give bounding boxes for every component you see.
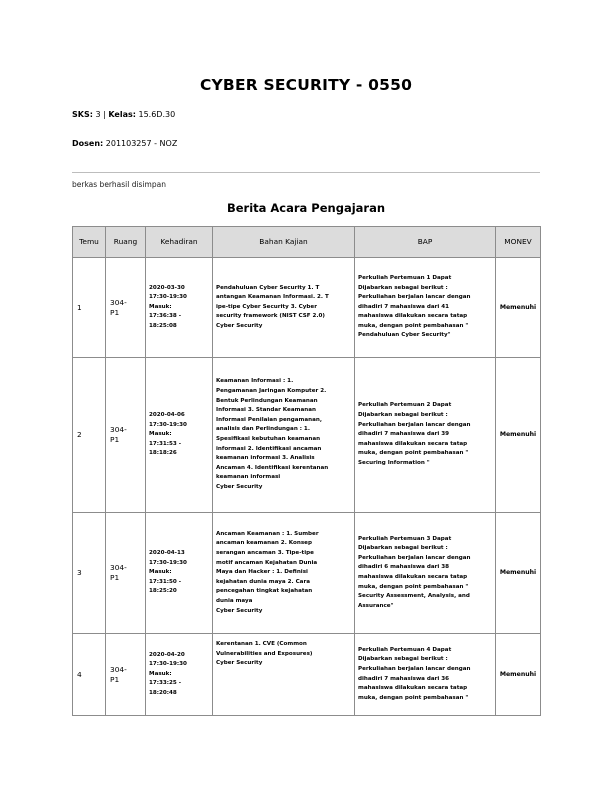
cell-kehadiran bbox=[146, 513, 213, 634]
bahan-line: Informasi Penilaian pengamanan, bbox=[216, 416, 323, 423]
lecturer-info-line bbox=[72, 139, 177, 148]
cell-bap bbox=[355, 358, 496, 513]
bahan-line: Kerentanan 1. CVE (Common bbox=[216, 641, 307, 647]
kehadiran-line: 2020-04-13 bbox=[149, 550, 185, 557]
cell-kehadiran bbox=[146, 258, 213, 358]
bap-line: Pendahuluan Cyber Security" bbox=[358, 332, 451, 339]
bahan-line: dunia maya bbox=[216, 597, 253, 604]
kehadiran-line: 17:36:38 - bbox=[149, 313, 182, 320]
kehadiran-line: 2020-04-06 bbox=[149, 412, 185, 419]
bahan-line: Keamanan Informasi : 1. bbox=[216, 378, 294, 385]
sks-label: SKS: bbox=[72, 110, 93, 119]
table-row bbox=[73, 358, 541, 513]
ruang-line: 304- bbox=[110, 297, 127, 307]
bap-line: Perkuliahan berjalan lancar dengan bbox=[358, 554, 471, 561]
cell-temu: 1 bbox=[73, 258, 106, 358]
bap-line: muka, dengan point pembahasan " bbox=[358, 583, 469, 590]
cell-ruang bbox=[106, 513, 146, 634]
kehadiran-line: 18:25:08 bbox=[149, 322, 177, 329]
bahan-line: ancaman keamanan 2. Konsep bbox=[216, 540, 312, 547]
kehadiran-line: Masuk: bbox=[149, 303, 172, 310]
bap-line: muka, dengan point pembahasan " bbox=[358, 322, 469, 329]
kehadiran-line: 18:18:26 bbox=[149, 450, 177, 457]
kehadiran-line: 17:30-19:30 bbox=[149, 559, 187, 566]
bahan-line: serangan ancaman 3. Tipe-tipe bbox=[216, 550, 314, 557]
bahan-line: Ancaman 4. Identifikasi kerentanan bbox=[216, 464, 329, 471]
bap-line: muka, dengan point pembahasan " bbox=[358, 450, 469, 457]
table-row bbox=[73, 513, 541, 634]
kelas-label: Kelas: bbox=[108, 110, 136, 119]
bahan-line: Vulnerabilities and Exposures) bbox=[216, 650, 313, 657]
cell-monev: Memenuhi bbox=[496, 358, 541, 513]
cell-bahan-kajian bbox=[213, 258, 355, 358]
bahan-line: kejahatan dunia maya 2. Cara bbox=[216, 578, 310, 585]
cell-monev: Memenuhi bbox=[496, 634, 541, 716]
header-bahan-kajian: Bahan Kajian bbox=[213, 227, 355, 258]
bahan-line: Maya dan Hacker : 1. Definisi bbox=[216, 569, 308, 576]
kehadiran-line: 18:25:20 bbox=[149, 588, 177, 595]
bap-line: mahasiswa dilakukan secara tatap bbox=[358, 685, 468, 692]
header-bap: BAP bbox=[355, 227, 496, 258]
dosen-label: Dosen: bbox=[72, 139, 104, 148]
bahan-line: Cyber Security bbox=[216, 660, 263, 667]
bahan-line: analisis dan Perlindungan : 1. bbox=[216, 426, 310, 433]
cell-monev: Memenuhi bbox=[496, 513, 541, 634]
bap-line: Assurance" bbox=[358, 602, 394, 609]
bap-line: Perkuliah Pertemuan 4 Dapat bbox=[358, 646, 452, 653]
table-row bbox=[73, 258, 541, 358]
cell-bap bbox=[355, 634, 496, 716]
bap-line: Security Assessment, Analysis, and bbox=[358, 593, 470, 600]
bahan-line: keamanan informasi bbox=[216, 474, 281, 481]
bap-line: Perkuliahan berjalan lancar dengan bbox=[358, 665, 471, 672]
bap-line: Perkuliah Pertemuan 3 Dapat bbox=[358, 535, 452, 542]
cell-temu: 3 bbox=[73, 513, 106, 634]
ruang-line: P1 bbox=[110, 307, 120, 317]
bap-line: dihadiri 6 mahasiswa dari 38 bbox=[358, 564, 450, 571]
bahan-line: antangan Keamanan Informasi. 2. T bbox=[216, 294, 329, 301]
bap-line: mahasiswa dilakukan secara tatap bbox=[358, 313, 468, 320]
bahan-line: security framework (NIST CSF 2.0) bbox=[216, 313, 325, 320]
section-title: Berita Acara Pengajaran bbox=[226, 201, 386, 215]
bahan-line: Ancaman Keamanan : 1. Sumber bbox=[216, 530, 319, 537]
bap-line: mahasiswa dilakukan secara tatap bbox=[358, 574, 468, 580]
bahan-line: Cyber Security bbox=[216, 483, 263, 490]
bahan-line: Cyber Security bbox=[216, 607, 263, 614]
bap-line: mahasiswa dilakukan secara tatap bbox=[358, 440, 468, 447]
bahan-line: Bentuk Perlindungan Keamanan bbox=[216, 397, 318, 404]
bap-line: muka, dengan point pembahasan " bbox=[358, 694, 469, 701]
kehadiran-line: 17:30-19:30 bbox=[149, 294, 187, 301]
bap-table bbox=[72, 226, 541, 716]
table-header-row bbox=[73, 227, 541, 258]
ruang-line: 304- bbox=[110, 425, 127, 434]
bahan-line: ipe-tipe Cyber Security 3. Cyber bbox=[216, 303, 317, 310]
cell-kehadiran bbox=[146, 358, 213, 513]
kehadiran-line: 17:31:50 - bbox=[149, 578, 182, 585]
kelas-value: 15.6D.30 bbox=[135, 110, 176, 119]
divider bbox=[72, 172, 540, 173]
bahan-line: motif ancaman Kejahatan Dunia bbox=[216, 559, 318, 566]
bap-line: dihadiri 7 mahasiswa dari 39 bbox=[358, 431, 450, 438]
kehadiran-line: 2020-03-30 bbox=[149, 284, 185, 291]
cell-ruang bbox=[106, 258, 146, 358]
bahan-line: keamanan informasi 3. Analisis bbox=[216, 455, 315, 462]
bap-line: Perkuliah Pertemuan 1 Dapat bbox=[358, 274, 452, 281]
bap-line: Perkuliahan berjalan lancar dengan bbox=[358, 421, 471, 428]
header-ruang: Ruang bbox=[106, 227, 146, 258]
bahan-line: Informasi 3. Standar Keamanan bbox=[216, 407, 316, 414]
bap-line: Securing Information " bbox=[358, 459, 430, 466]
kehadiran-line: 17:33:25 - bbox=[149, 680, 182, 687]
cell-ruang bbox=[106, 634, 146, 716]
ruang-line: 304- bbox=[110, 664, 127, 674]
header-kehadiran: Kehadiran bbox=[146, 227, 213, 258]
kehadiran-line: Masuk: bbox=[149, 670, 172, 677]
bahan-line: Pengamanan Jaringan Komputer 2. bbox=[216, 388, 327, 395]
cell-bahan-kajian bbox=[213, 358, 355, 513]
cell-bahan-kajian bbox=[213, 513, 355, 634]
bahan-line: Pendahuluan Cyber Security 1. T bbox=[216, 284, 320, 291]
document-title: CYBER SECURITY - 0550 bbox=[199, 76, 413, 94]
header-temu: Temu bbox=[73, 227, 106, 258]
cell-bap bbox=[355, 258, 496, 358]
cell-temu: 2 bbox=[73, 358, 106, 513]
bap-line: Dijabarkan sebagai berikut : bbox=[358, 656, 448, 663]
bahan-line: informasi 2. Identifikasi ancaman bbox=[216, 445, 322, 452]
bap-line: Dijabarkan sebagai berikut : bbox=[358, 412, 448, 419]
kehadiran-line: 17:30-19:30 bbox=[149, 421, 187, 428]
bap-line: dihadiri 7 mahasiswa dari 41 bbox=[358, 303, 450, 310]
cell-kehadiran bbox=[146, 634, 213, 716]
cell-bahan-kajian bbox=[213, 634, 355, 716]
ruang-line: P1 bbox=[110, 573, 120, 582]
kehadiran-line: 17:30-19:30 bbox=[149, 661, 187, 668]
cell-ruang bbox=[106, 358, 146, 513]
kehadiran-line: 2020-04-20 bbox=[149, 651, 185, 658]
cell-temu: 4 bbox=[73, 634, 106, 716]
bap-line: dihadiri 7 mahasiswa dari 36 bbox=[358, 675, 450, 682]
kehadiran-line: 18:20:48 bbox=[149, 689, 177, 696]
kehadiran-line: Masuk: bbox=[149, 431, 172, 438]
ruang-line: P1 bbox=[110, 674, 120, 684]
header-monev: MONEV bbox=[496, 227, 541, 258]
dosen-value: 201103257 - NOZ bbox=[103, 139, 178, 148]
kehadiran-line: 17:31:53 - bbox=[149, 440, 182, 447]
cell-bap bbox=[355, 513, 496, 634]
course-info-line bbox=[72, 110, 175, 119]
bahan-line: pencegahan tingkat kejahatan bbox=[216, 588, 313, 595]
bap-line: Perkuliah Pertemuan 2 Dapat bbox=[358, 402, 452, 409]
ruang-line: P1 bbox=[110, 435, 120, 444]
sks-value: 3 | bbox=[92, 110, 109, 119]
ruang-line: 304- bbox=[110, 563, 127, 572]
cell-monev: Memenuhi bbox=[496, 258, 541, 358]
kehadiran-line: Masuk: bbox=[149, 569, 172, 576]
bahan-line: Cyber Security bbox=[216, 322, 263, 329]
bap-line: Dijabarkan sebagai berikut : bbox=[358, 284, 448, 291]
bap-line: Perkuliahan berjalan lancar dengan bbox=[358, 294, 471, 301]
save-notice: berkas berhasil disimpan bbox=[72, 180, 166, 189]
bap-line: Dijabarkan sebagai berikut : bbox=[358, 545, 448, 552]
bahan-line: Spesifikasi kebutuhan keamanan bbox=[216, 436, 321, 442]
table-row bbox=[73, 634, 541, 716]
